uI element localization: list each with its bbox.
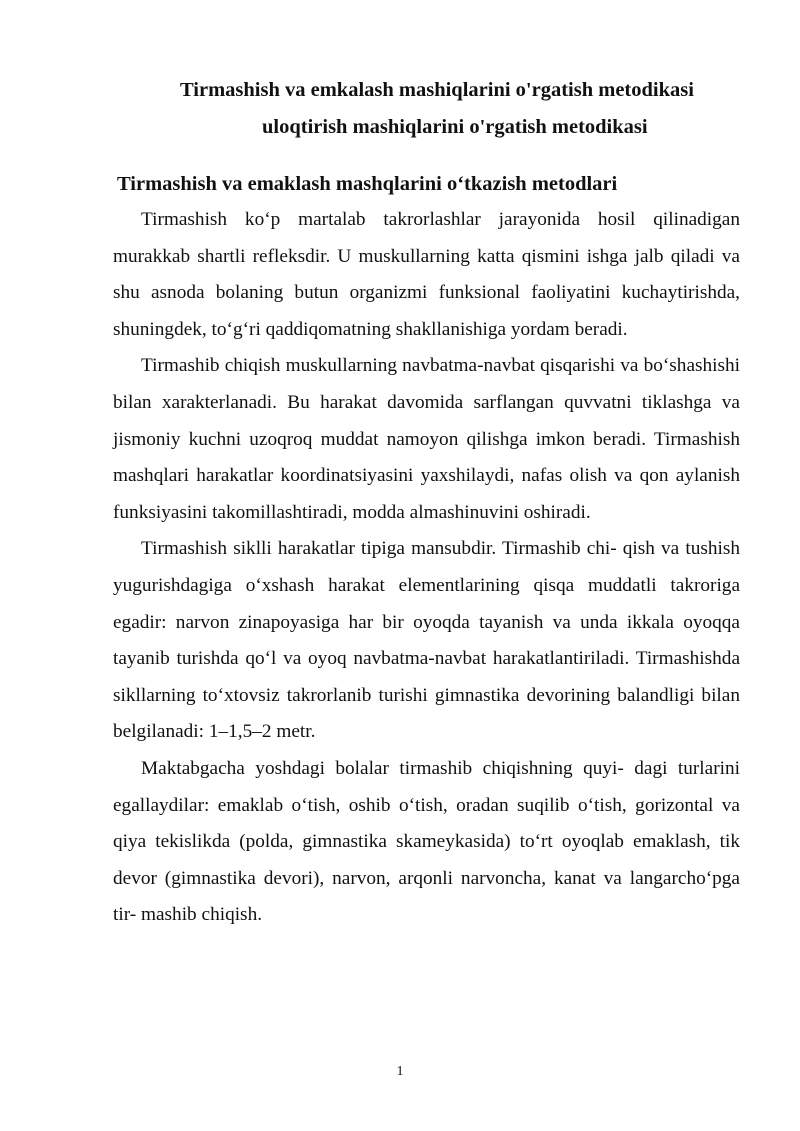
document-title-line-1: Tirmashish va emkalash mashiqlarini o'rgatish metodikasi: [180, 79, 694, 101]
page-number: 1: [396, 1064, 404, 1079]
paragraph: Tirmashish siklli harakatlar tipiga mansubdir. Tirmashib chi- qish va tushish yugurishdagiga o‘xshash harakat elementlarining qisqa muddatli takroriga egadir: narvon zinapoyasiga har bir oyoqda tayanish va unda ikkala oyoqqa tayanib turishda qo‘l va oyoq navbatma-navbat harakatlantiriladi. Tirmashishda sikllarning to‘xtovsiz takrorlanib turishi gimnastika devorining balandligi bilan belgilanadi: 1–1,5–2 metr.: [113, 538, 740, 743]
paragraph: Tirmashish ko‘p martalab takrorlashlar jarayonida hosil qilinadigan murakkab shartli refleksdir. U muskullarning katta qismini ishga jalb qiladi va shu asnoda bolaning butun organizmi funksional faoliyatini kuchaytirishda, shuningdek, to‘g‘ri qaddiqomatning shakllanishiga yordam beradi.: [113, 209, 740, 340]
document-title-line-2: uloqtirish mashiqlarini o'rgatish metodikasi: [262, 116, 648, 138]
paragraph: Tirmashib chiqish muskullarning navbatma-navbat qisqarishi va bo‘shashishi bilan xarakterlanadi. Bu harakat davomida sarflangan quvvatni tiklashga va jismoniy kuchni uzoqroq muddat namoyon qilishga imkon beradi. Tirmashish mashqlari harakatlar koordinatsiyasini yaxshilaydi, nafas olish va qon aylanish funksiyasini takomillashtiradi, modda almashinuvini oshiradi.: [113, 355, 740, 523]
paragraph: Maktabgacha yoshdagi bolalar tirmashib chiqishning quyi- dagi turlarini egallaydilar: emaklab o‘tish, oshib o‘tish, oradan suqilib o‘tish, gorizontal va qiya tekislikda (polda, gimnastika skameykasida) to‘rt oyoqlab emaklash, tik devor (gimnastika devori), narvon, arqonli narvoncha, kanat va langarcho‘pga tir- mashib chiqish.: [113, 757, 740, 926]
section-heading: Tirmashish va emaklash mashqlarini o‘tkazish metodlari: [117, 173, 618, 195]
document-body: [113, 202, 740, 934]
